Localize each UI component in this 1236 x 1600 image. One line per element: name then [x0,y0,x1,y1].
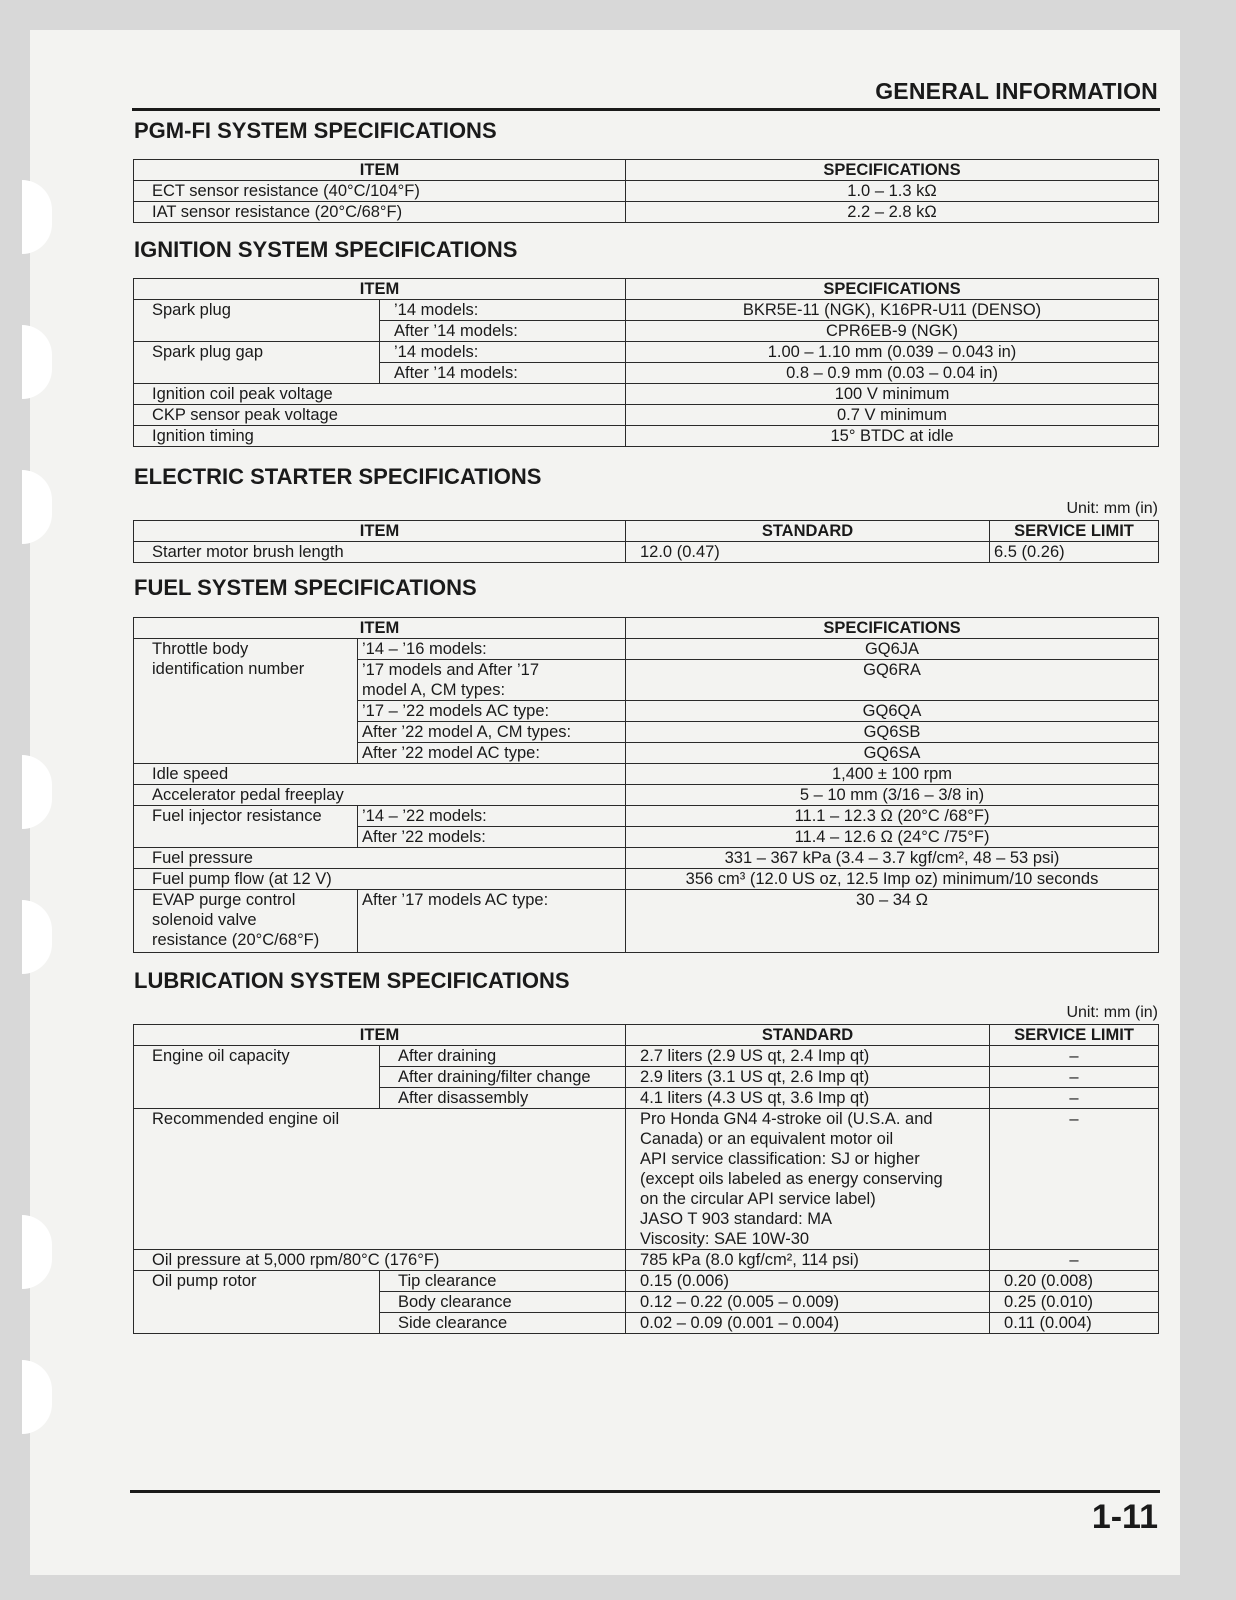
ignition-title: IGNITION SYSTEM SPECIFICATIONS [134,237,518,262]
item-cell: Fuel pressure [134,848,626,869]
limit-cell: – [990,1250,1159,1271]
spec-cell: 356 cm³ (12.0 US oz, 12.5 Imp oz) minimum/10 seconds [626,869,1159,890]
spec-cell: 1.0 – 1.3 kΩ [626,181,1159,202]
binder-hole [22,325,52,399]
limit-cell: – [990,1109,1159,1250]
col-service-limit: SERVICE LIMIT [990,1025,1159,1046]
sub-label: After ’22 models: [358,827,626,848]
standard-cell: 0.02 – 0.09 (0.001 – 0.004) [626,1313,990,1334]
item-cell: Oil pressure at 5,000 rpm/80°C (176°F) [134,1250,626,1271]
table-row [134,1046,1159,1067]
standard-cell: 0.15 (0.006) [626,1271,990,1292]
limit-cell: – [990,1088,1159,1109]
spec-cell: GQ6RA [626,660,1159,701]
table-row [134,890,1159,953]
col-standard: STANDARD [626,521,990,542]
ignition-table [133,278,1159,447]
limit-cell: 6.5 (0.26) [990,542,1159,563]
spec-cell: 11.1 – 12.3 Ω (20°C /68°F) [626,806,1159,827]
col-spec: SPECIFICATIONS [626,618,1159,639]
item-cell: IAT sensor resistance (20°C/68°F) [134,202,626,223]
item-cell: Throttle body identification number [134,639,358,764]
sub-label: After ’14 models: [380,321,626,342]
spec-cell: 0.7 V minimum [626,405,1159,426]
manual-page [30,30,1180,1575]
sub-label: Side clearance [380,1313,626,1334]
item-cell: Starter motor brush length [134,542,626,563]
spec-cell: 331 – 367 kPa (3.4 – 3.7 kgf/cm², 48 – 53 psi) [626,848,1159,869]
header-rule [132,108,1160,111]
item-cell: Ignition timing [134,426,626,447]
header-title: GENERAL INFORMATION [875,78,1158,104]
binder-hole [22,755,52,829]
col-standard: STANDARD [626,1025,990,1046]
standard-cell: 12.0 (0.47) [626,542,990,563]
table-row [134,639,1159,660]
spec-cell: 30 – 34 Ω [626,890,1159,953]
standard-cell: 785 kPa (8.0 kgf/cm², 114 psi) [626,1250,990,1271]
spec-cell: GQ6SA [626,743,1159,764]
standard-cell: 4.1 liters (4.3 US qt, 3.6 Imp qt) [626,1088,990,1109]
sub-label: ’17 – ’22 models AC type: [358,701,626,722]
item-cell: Engine oil capacity [134,1046,380,1109]
spec-cell: 1.00 – 1.10 mm (0.039 – 0.043 in) [626,342,1159,363]
table-header-row [134,279,1159,300]
item-cell: Recommended engine oil [134,1109,626,1250]
table-row [134,1250,1159,1271]
col-item: ITEM [134,521,626,542]
sub-label: After ’14 models: [380,363,626,384]
binder-hole [22,1360,52,1434]
table-row [134,542,1159,563]
table-header-row [134,160,1159,181]
col-item: ITEM [134,1025,626,1046]
sub-label: After draining/filter change [380,1067,626,1088]
sub-label: After ’17 models AC type: [358,890,626,953]
pgmfi-table [133,159,1159,223]
table-row [134,384,1159,405]
standard-cell: 0.12 – 0.22 (0.005 – 0.009) [626,1292,990,1313]
item-cell: Oil pump rotor [134,1271,380,1334]
spec-cell: 1,400 ± 100 rpm [626,764,1159,785]
spec-cell: BKR5E-11 (NGK), K16PR-U11 (DENSO) [626,300,1159,321]
table-row [134,300,1159,321]
lubrication-unit: Unit: mm (in) [1066,1004,1158,1021]
item-cell: Accelerator pedal freeplay [134,785,626,806]
sub-label: Tip clearance [380,1271,626,1292]
spec-cell: 100 V minimum [626,384,1159,405]
col-spec: SPECIFICATIONS [626,279,1159,300]
table-header-row [134,618,1159,639]
spec-cell: 5 – 10 mm (3/16 – 3/8 in) [626,785,1159,806]
sub-label: After disassembly [380,1088,626,1109]
standard-cell: 2.7 liters (2.9 US qt, 2.4 Imp qt) [626,1046,990,1067]
table-header-row [134,521,1159,542]
item-cell: Fuel injector resistance [134,806,358,848]
table-row [134,202,1159,223]
limit-cell: – [990,1067,1159,1088]
spec-cell: 11.4 – 12.6 Ω (24°C /75°F) [626,827,1159,848]
limit-cell: 0.25 (0.010) [990,1292,1159,1313]
sub-label: ’14 – ’22 models: [358,806,626,827]
sub-label: ’14 – ’16 models: [358,639,626,660]
table-row [134,342,1159,363]
table-row [134,181,1159,202]
item-cell: ECT sensor resistance (40°C/104°F) [134,181,626,202]
pgmfi-title: PGM-FI SYSTEM SPECIFICATIONS [134,118,497,143]
col-item: ITEM [134,160,626,181]
spec-cell: CPR6EB-9 (NGK) [626,321,1159,342]
item-cell: Fuel pump flow (at 12 V) [134,869,626,890]
standard-cell: 2.9 liters (3.1 US qt, 2.6 Imp qt) [626,1067,990,1088]
sub-label: ’14 models: [380,342,626,363]
col-item: ITEM [134,279,626,300]
table-row [134,806,1159,827]
item-cell: Idle speed [134,764,626,785]
table-row [134,426,1159,447]
limit-cell: 0.11 (0.004) [990,1313,1159,1334]
sub-label: Body clearance [380,1292,626,1313]
sub-label: ’17 models and After ’17 model A, CM types: [358,660,626,701]
item-cell: Spark plug gap [134,342,380,384]
col-spec: SPECIFICATIONS [626,160,1159,181]
table-row [134,848,1159,869]
binder-hole [22,470,52,544]
sub-label: ’14 models: [380,300,626,321]
spec-cell: GQ6JA [626,639,1159,660]
table-row [134,405,1159,426]
table-row [134,869,1159,890]
binder-hole [22,1215,52,1289]
sub-label: After ’22 model AC type: [358,743,626,764]
sub-label: After draining [380,1046,626,1067]
spec-cell: GQ6SB [626,722,1159,743]
table-row [134,1271,1159,1292]
item-cell: CKP sensor peak voltage [134,405,626,426]
lubrication-title: LUBRICATION SYSTEM SPECIFICATIONS [134,968,570,993]
limit-cell: – [990,1046,1159,1067]
table-row [134,1109,1159,1250]
spec-cell: GQ6QA [626,701,1159,722]
item-cell: Ignition coil peak voltage [134,384,626,405]
table-row [134,764,1159,785]
page-number: 1-11 [1091,1498,1158,1536]
lubrication-table [133,1024,1159,1334]
starter-table [133,520,1159,563]
col-item: ITEM [134,618,626,639]
binder-hole [22,180,52,254]
item-cell: EVAP purge control solenoid valve resistance (20°C/68°F) [134,890,358,953]
starter-title: ELECTRIC STARTER SPECIFICATIONS [134,464,542,489]
standard-cell: Pro Honda GN4 4-stroke oil (U.S.A. and Canada) or an equivalent motor oil API service classification: SJ or higher (except oils labeled as energy conserving on the circular API service label) JASO T 903 standard: MA Viscosity: SAE 10W-30 [626,1109,990,1250]
table-header-row [134,1025,1159,1046]
spec-cell: 2.2 – 2.8 kΩ [626,202,1159,223]
item-cell: Spark plug [134,300,380,342]
fuel-table [133,617,1159,953]
binder-hole [22,900,52,974]
starter-unit: Unit: mm (in) [1066,500,1158,517]
footer-rule [130,1490,1160,1493]
spec-cell: 15° BTDC at idle [626,426,1159,447]
table-row [134,785,1159,806]
spec-cell: 0.8 – 0.9 mm (0.03 – 0.04 in) [626,363,1159,384]
fuel-title: FUEL SYSTEM SPECIFICATIONS [134,575,477,600]
limit-cell: 0.20 (0.008) [990,1271,1159,1292]
col-service-limit: SERVICE LIMIT [990,521,1159,542]
sub-label: After ’22 model A, CM types: [358,722,626,743]
